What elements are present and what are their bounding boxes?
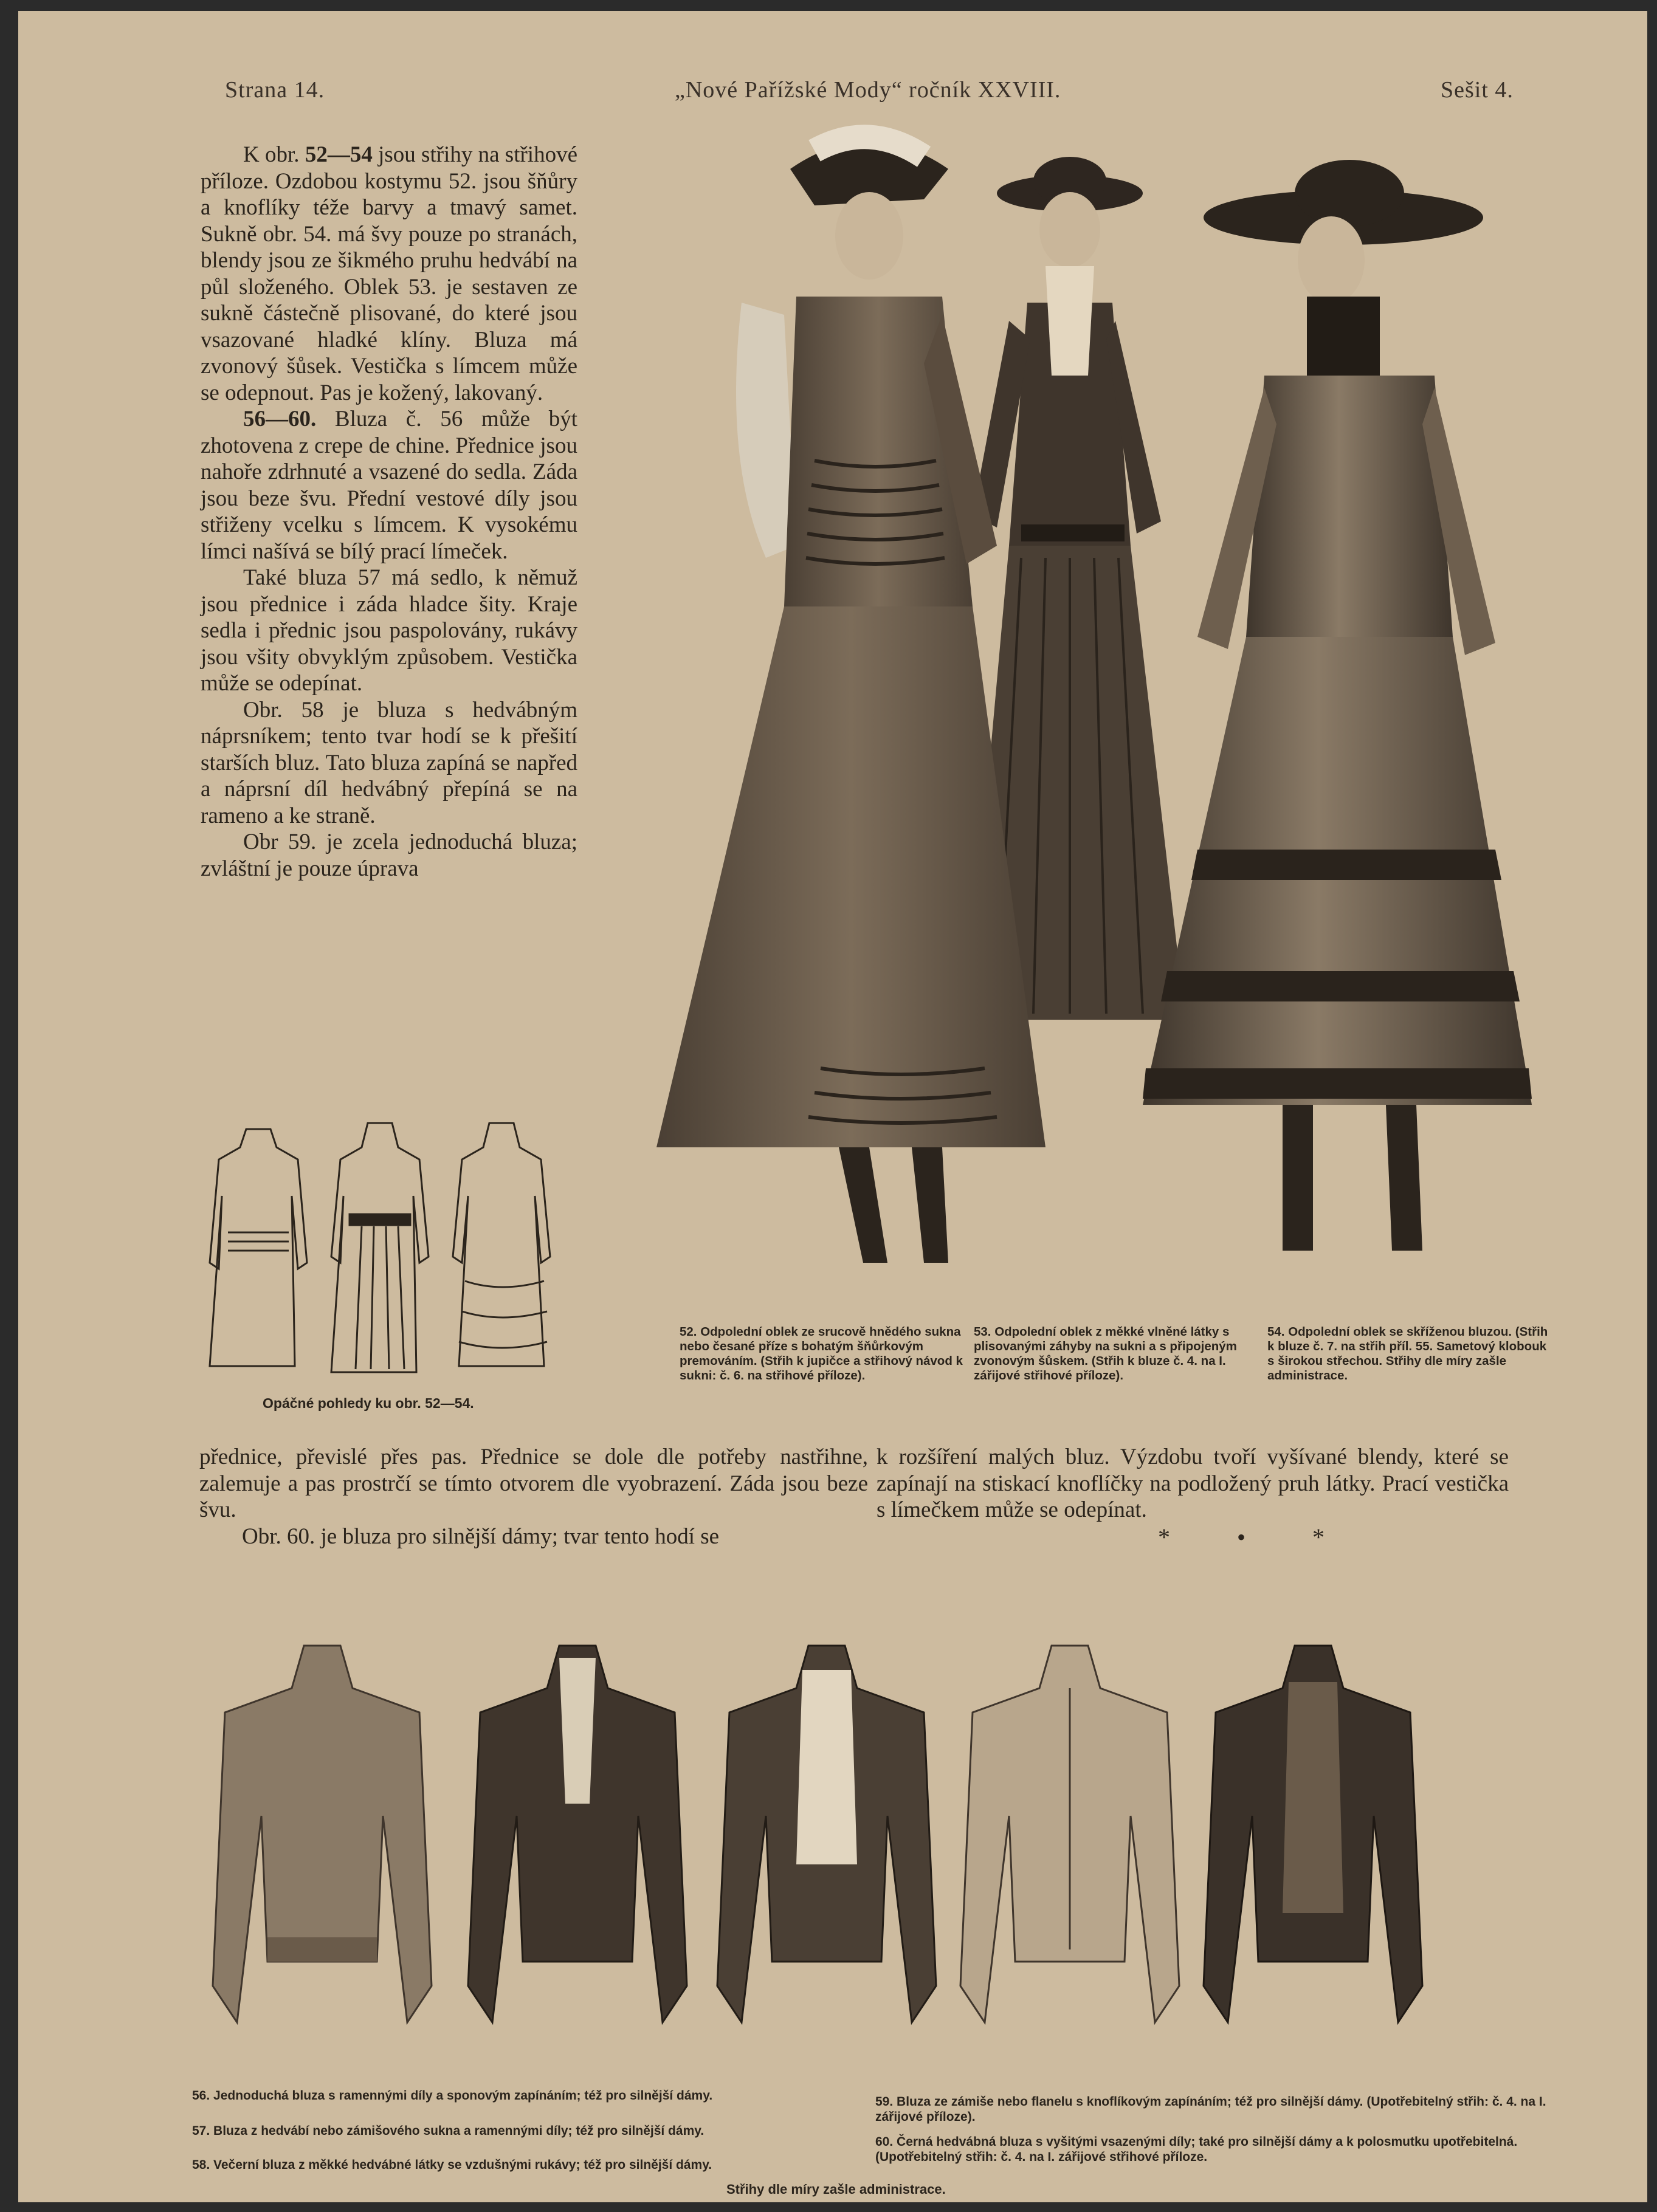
costume-illustration-52-54 — [584, 120, 1556, 1299]
intro-paragraph: Obr. 58 je bluza s hedvábným náprsníkem; tento tvar hodí se k přešití starších bluz. Tato bluza zapíná se napřed a náprsní díl hedvábný přepíná se na rameno a ke straně. — [201, 697, 577, 828]
issue-number: Sešit 4. — [1441, 77, 1514, 103]
intro-paragraph: Obr 59. je zcela jednoduchá bluza; zvláštní je pouze úprava — [201, 829, 577, 881]
page-number: Strana 14. — [225, 77, 325, 103]
footer-note: Střihy dle míry zašle administrace. — [726, 2182, 946, 2197]
intro-paragraph: 56—60. Bluza č. 56 může být zhotovena z crepe de chine. Přednice jsou nahoře zdrhnuté a vsazené do sedla. Záda jsou beze švu. Přední vestové díly jsou střiženy vcelku s límcem. K vysokému límci našívá se bílý prací límeček. — [201, 407, 577, 564]
figure-52 — [656, 137, 1046, 1263]
blouse-57 — [468, 1646, 687, 2022]
blouse-illustrations-56-60 — [201, 1621, 1538, 2083]
back-view-53 — [331, 1123, 429, 1372]
continuation-right — [877, 1444, 1509, 1523]
intro-text-column — [201, 142, 577, 882]
caption-53: 53. Odpolední oblek z měkké vlněné látky s plisovanými záhyby na sukni a s připojeným zvonovým šůskem. (Střih k bluze č. 4. na I. zářijové střihové příloze). — [974, 1325, 1237, 1382]
blouse-56 — [213, 1646, 432, 2022]
intro-paragraph: K obr. 52—54 jsou střihy na střihové příloze. Ozdobou kostymu 52. jsou šňůry a knoflíky téže barvy a tmavý samet. Sukně obr. 54. má švy pouze po stranách, blendy jsou ze šikmého pruhu hedvábí na půl složeného. Oblek 53. je sestaven ze sukně částečně plisované, do které jsou vsazované hladké klíny. Bluza má zvonový šůsek. Vestička s límcem může se odepnout. Pas je kožený, lakovaný. — [201, 142, 577, 405]
caption-60: 60. Černá hedvábná bluza s vyšitými vsazenými díly; také pro silnější dámy a k polosmutku upotřebitelná. (Upotřebitelný střih: č. 4. na I. zářijové střihové příloze. — [875, 2135, 1518, 2164]
section-divider-stars: * • * — [1158, 1523, 1356, 1551]
continuation-paragraph: Obr. 60. je bluza pro silnější dámy; tvar tento hodí se — [242, 1523, 720, 1549]
back-view-52 — [210, 1129, 307, 1366]
continuation-paragraph: k rozšíření malých bluz. Výzdobu tvoří vyšívané blendy, které se zapínají na stiskací knoflíčky na podložený pruh látky. Prací vestička s límečkem může se odepínat. — [877, 1444, 1509, 1522]
intro-paragraph: Také bluza 57 má sedlo, k němuž jsou přednice i záda hladce šity. Kraje sedla i přednic jsou paspolovány, rukávy jsou všity obvyklým způsobem. Vestička může se odepínat. — [201, 565, 577, 696]
caption-52: 52. Odpolední oblek ze srucově hnědého sukna nebo česané příze s bohatým šňůrkovým premováním. (Střih k jupičce a střihový návod k sukni: č. 6. na střihové příloze). — [680, 1325, 963, 1382]
caption-57: 57. Bluza z hedvábí nebo zámišového sukna a ramennými díly; též pro silnější dámy. — [192, 2124, 704, 2138]
figure-54 — [1143, 160, 1532, 1251]
blouse-59 — [960, 1646, 1179, 2022]
caption-54: 54. Odpolední oblek se skříženou bluzou. (Střih k bluze č. 7. na střih příl. 55. Sametový klobouk s širokou střechou. Střihy dle míry zašle administrace. — [1267, 1325, 1548, 1382]
blouse-60 — [1204, 1646, 1422, 2022]
back-view-54 — [453, 1123, 550, 1366]
continuation-left — [199, 1444, 868, 1550]
magazine-page — [18, 11, 1647, 2202]
caption-59: 59. Bluza ze zámiše nebo flanelu s knoflíkovým zapínáním; též pro silnější dámy. (Upotřebitelný střih: č. 4. na I. zářijové příloze). — [875, 2095, 1546, 2124]
continuation-paragraph: přednice, převislé přes pas. Přednice se dole dle potřeby nastřihne, zalemuje a pas prostrčí se tímto otvorem dle vyobrazení. Záda jsou beze švu. — [199, 1444, 868, 1522]
magazine-title: „Nové Pařížské Mody“ ročník XXVIII. — [675, 77, 1061, 103]
back-views-caption: Opáčné pohledy ku obr. 52—54. — [263, 1395, 474, 1411]
caption-56: 56. Jednoduchá bluza s ramennými díly a sponovým zapínáním; též pro silnější dámy. — [192, 2089, 713, 2103]
blouse-58 — [717, 1646, 936, 2022]
back-view-drawings — [185, 1111, 580, 1390]
caption-58: 58. Večerní bluza z měkké hedvábné látky se vzdušnými rukávy; též pro silnější dámy. — [192, 2158, 712, 2172]
